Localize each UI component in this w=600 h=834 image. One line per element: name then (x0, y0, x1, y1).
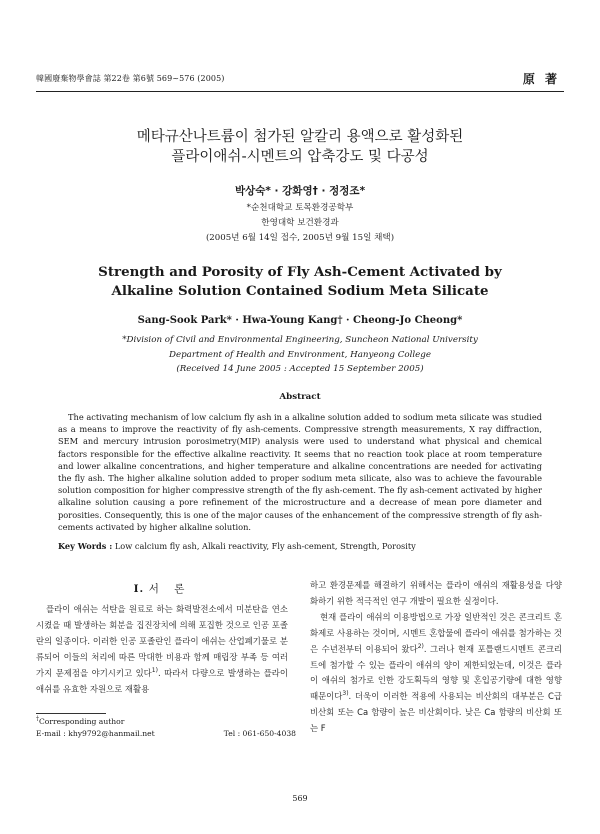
abstract-heading: Abstract (279, 392, 321, 402)
english-authors: Sang-Sook Park* · Hwa-Young Kang† · Cheong-Jo Cheong* (137, 315, 463, 326)
korean-title-line-1: 메타규산나트륨이 첨가된 알칼리 용액으로 활성화된 (136, 129, 464, 145)
body-paragraph: 현재 플라이 애쉬의 이용방법으로 가장 일반적인 것은 콘크리트 혼화제로 사용하는 것이며, 시멘트 혼합물에 플라이 애쉬를 첨가하는 것은 수년전부터 이용되어 왔다$^{2)}$. 그러나 현재 포틀랜드시멘트 콘크리트에 첨가할 수 있는 플라이 애쉬의 양이 제한되었는데, 이것은 플라이 애쉬의 첨가로 인한 강도획득의 영향 및 혼입공기량에 대한 영향 때문이다$^{3)}$. 더욱이 이러한 적용에 사용되는 비산회의 대부분은 C급 비산회 또는 Ca 함량이 높은 비산회이다. 낮은 Ca 함량의 비산회 또는 F (310, 611, 562, 734)
english-title (0, 263, 600, 301)
footnote-label: Corresponding author (39, 717, 125, 726)
body-paragraph: 하고 환경문제를 해결하기 위해서는 플라이 애쉬의 재활용성을 다양화하기 위한 적극적인 연구 개발이 필요한 실정이다. (310, 580, 562, 606)
korean-authors: 박상숙* · 강화영† · 정정조* (234, 185, 366, 197)
section-title: 서 론 (148, 583, 191, 595)
keywords-label: Key Words : (58, 541, 113, 551)
citation-ref: 1) (151, 666, 158, 674)
body-paragraph: 플라이 애쉬는 석탄을 원료로 하는 화력발전소에서 미분탄을 연소시켰을 때 발생하는 회분을 집진장치에 의해 포집한 것으로 인공 포졸란의 일종이다. 이러한 인공 포졸란인 플라이 애쉬는 산업폐기물로 분류되어 이들의 처리에 따른 막대한 비용과 함께 매립장 부족 등 여러 가지 문제점을 야기시키고 있다$^{1)}$. 따라서 다량으로 발생하는 플라이 애쉬를 유효한 자원으로 재활용 (36, 604, 288, 694)
footnote-marker: † (36, 715, 39, 723)
english-affiliation-1: *Division of Civil and Environmental Engineering, Suncheon National University (122, 335, 478, 345)
section-heading (36, 581, 288, 596)
body-column-right (310, 578, 562, 737)
korean-title-line-2: 플라이애쉬-시멘트의 압축강도 및 다공성 (171, 149, 429, 165)
article-type-label: 原 著 (522, 72, 560, 86)
english-affiliation-2: Department of Health and Environment, Hanyeong College (169, 349, 431, 360)
running-header (36, 73, 564, 87)
page-number: 569 (292, 794, 308, 803)
footnote (36, 716, 296, 739)
body-column-left (36, 602, 288, 697)
english-title-line-2: Alkaline Solution Contained Sodium Meta Silicate (111, 283, 489, 299)
keywords-list: Low calcium fly ash, Alkali reactivity, Fly ash-cement, Strength, Porosity (114, 541, 416, 551)
english-dates: (Received 14 June 2005 : Accepted 15 September 2005) (176, 364, 424, 374)
footnote-email: E-mail : khy9792@hanmail.net (36, 728, 155, 738)
abstract-text: The activating mechanism of low calcium fly ash in a alkaline solution added to sodium meta silicate was studied as a means to improve the reactivity of fly ash-cements. Compressive strength measurements, X ray diffraction, SEM and mercury intrusion porosimetry(MIP) analysis were used to understand what physical and chemical factors responsible for the effective alkaline reactivity. It seems that no reaction took place at room temperature and lower alkaline concentrations, and higher temperature and alkaline concentrations are needed for activating the fly ash. The higher alkaline solution added to proper sodium meta silicate, also was to achieve the favourable solution composition for higher compressive strength of the fly ash-cement. The fly ash-cement activated by higher alkaline solution causing a pore refinement of the microstructure and a decrease of mean pore diameter and porosities. Consequently, this is one of the major causes of the enhancement of the compressive strength of fly ash-cements activated by higher alkaline solution. (58, 412, 542, 532)
header-rule (36, 91, 564, 92)
section-number: I. (133, 583, 145, 595)
journal-citation: 韓國廢棄物學會誌 第22卷 第6號 569~576 (2005) (36, 74, 225, 83)
korean-affiliations (0, 201, 600, 246)
korean-affiliation-1: *순천대학교 토목환경공학부 (246, 203, 354, 213)
footnote-tel: Tel : 061-650-4038 (223, 728, 296, 738)
footnote-rule (36, 713, 106, 714)
keywords (58, 541, 560, 551)
citation-ref: 2) (417, 642, 424, 650)
korean-title (0, 127, 600, 167)
korean-affiliation-2: 한영대학 보건환경과 (261, 218, 339, 228)
english-affiliations (0, 333, 600, 377)
citation-ref: 3) (342, 690, 349, 698)
korean-dates: (2005년 6월 14일 접수, 2005년 9월 15일 채택) (205, 233, 395, 243)
english-title-line-1: Strength and Porosity of Fly Ash-Cement Activated by (98, 264, 502, 280)
